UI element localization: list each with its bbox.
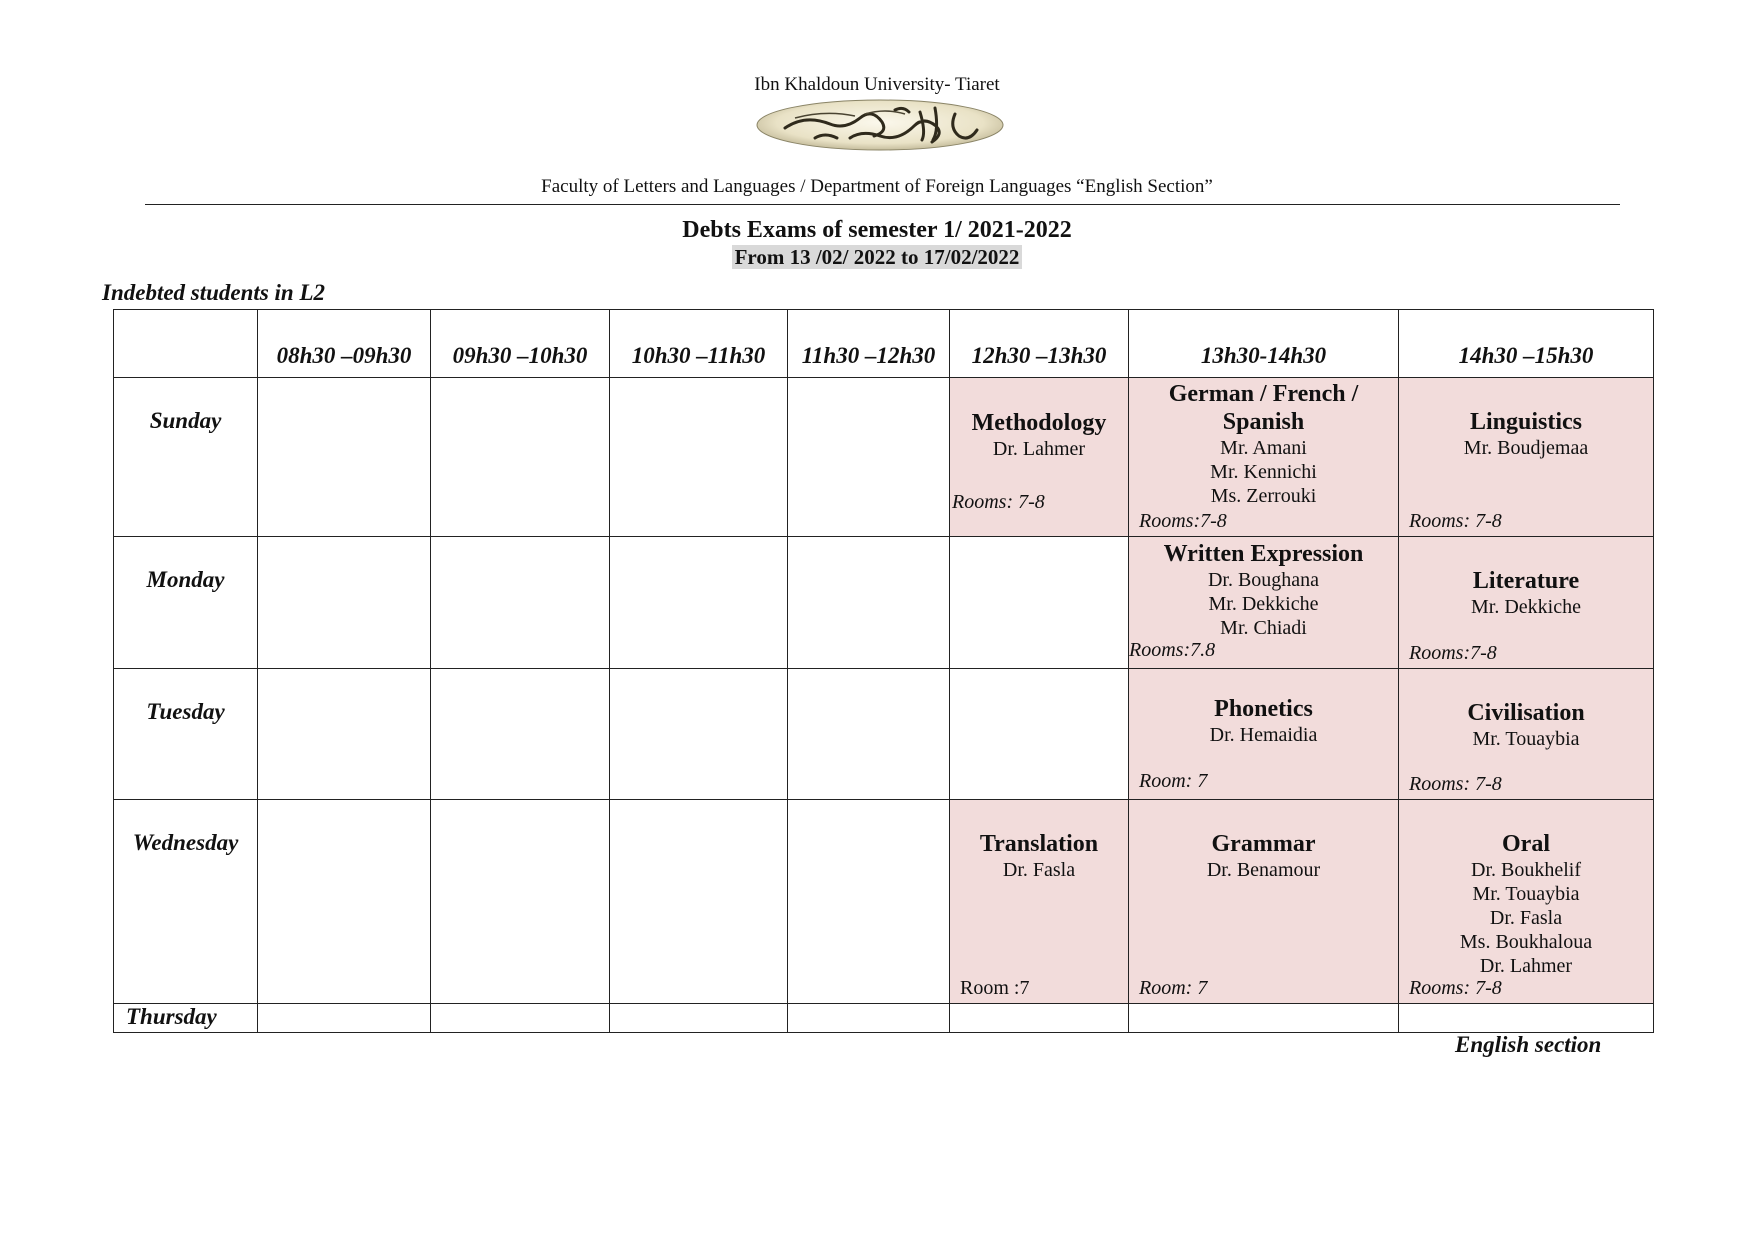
empty-cell	[431, 669, 610, 800]
time-slot-header: 12h30 –13h30	[950, 310, 1129, 378]
exam-room: Rooms: 7-8	[952, 491, 1045, 513]
exam-room: Room: 7	[1139, 977, 1208, 999]
exam-room: Rooms: 7-8	[1409, 977, 1502, 999]
exam-cell	[1399, 669, 1654, 800]
exam-room: Rooms:7-8	[1139, 510, 1227, 532]
exam-room: Rooms: 7-8	[1409, 510, 1502, 532]
university-name: Ibn Khaldoun University- Tiaret	[754, 74, 1000, 95]
empty-cell	[431, 800, 610, 1004]
empty-cell	[258, 1004, 431, 1033]
table-row	[114, 669, 1654, 800]
exam-teacher: Dr. Lahmer	[1479, 955, 1573, 977]
exam-schedule-table	[113, 309, 1654, 1033]
exam-room: Room :7	[960, 977, 1030, 999]
exam-teacher: Mr. Dekkiche	[1471, 596, 1581, 618]
exam-room: Rooms:7-8	[1409, 642, 1497, 664]
exam-subject: Methodology	[971, 410, 1107, 436]
faculty-department: Faculty of Letters and Languages / Department of Foreign Languages “English Section”	[541, 176, 1213, 197]
exam-teacher: Mr. Touaybia	[1472, 883, 1580, 905]
exam-teacher: Ms. Boukhaloua	[1459, 931, 1593, 953]
exam-cell	[1129, 537, 1399, 669]
footer-signature: English section	[1455, 1032, 1602, 1057]
exam-subject: Oral	[1502, 831, 1550, 857]
empty-cell	[1399, 1004, 1654, 1033]
exam-cell	[1399, 537, 1654, 669]
empty-cell	[950, 1004, 1129, 1033]
empty-cell	[431, 378, 610, 537]
empty-cell	[610, 669, 788, 800]
empty-cell	[1129, 1004, 1399, 1033]
time-slot-header: 08h30 –09h30	[258, 310, 431, 378]
time-slot-header: 14h30 –15h30	[1399, 310, 1654, 378]
empty-cell	[258, 800, 431, 1004]
exam-room: Rooms: 7-8	[1409, 773, 1502, 795]
exam-teacher: Mr. Kennichi	[1210, 461, 1317, 483]
exam-room: Rooms:7.8	[1129, 639, 1216, 661]
exam-teacher: Mr. Amani	[1220, 437, 1307, 459]
day-label: Wednesday	[114, 800, 258, 1004]
time-slot-header: 09h30 –10h30	[431, 310, 610, 378]
table-row	[114, 1004, 1654, 1033]
exam-room: Room: 7	[1139, 770, 1208, 792]
exam-teacher: Dr. Boughana	[1207, 569, 1320, 591]
empty-cell	[431, 537, 610, 669]
exam-teacher: Mr. Touaybia	[1472, 728, 1580, 750]
empty-cell	[788, 1004, 950, 1033]
empty-cell	[258, 669, 431, 800]
exam-cell	[950, 378, 1129, 537]
exam-subject: Written Expression	[1163, 541, 1364, 567]
exam-cell	[1129, 669, 1399, 800]
empty-cell	[788, 800, 950, 1004]
table-header-row	[114, 310, 1654, 378]
time-slot-header: 10h30 –11h30	[610, 310, 788, 378]
empty-cell	[610, 1004, 788, 1033]
time-slot-header: 13h30-14h30	[1129, 310, 1399, 378]
empty-cell	[610, 537, 788, 669]
exam-teacher: Dr. Fasla	[1489, 907, 1563, 929]
empty-cell	[610, 378, 788, 537]
day-label: Monday	[114, 537, 258, 669]
date-range-text: From 13 /02/ 2022 to 17/02/2022	[732, 245, 1023, 269]
exam-subject: Translation	[979, 831, 1099, 857]
day-label: Thursday	[114, 1004, 258, 1033]
exam-teacher: Dr. Boukhelif	[1471, 859, 1581, 881]
empty-cell	[431, 1004, 610, 1033]
exam-subject: Grammar	[1211, 831, 1316, 857]
corner-cell	[114, 310, 258, 378]
exam-cell	[1399, 800, 1654, 1004]
exam-teacher: Dr. Hemaidia	[1209, 724, 1318, 746]
date-range	[0, 245, 1754, 270]
exam-cell	[950, 800, 1129, 1004]
exam-subject: Civilisation	[1467, 700, 1585, 726]
empty-cell	[258, 378, 431, 537]
table-row	[114, 378, 1654, 537]
empty-cell	[950, 669, 1129, 800]
empty-cell	[788, 669, 950, 800]
exam-teacher: Mr. Dekkiche	[1208, 593, 1319, 615]
exam-teacher: Dr. Lahmer	[992, 438, 1086, 460]
exam-cell	[1129, 378, 1399, 537]
day-label: Tuesday	[114, 669, 258, 800]
exam-cell	[1129, 800, 1399, 1004]
exam-teacher: Mr. Chiadi	[1220, 617, 1307, 639]
empty-cell	[258, 537, 431, 669]
empty-cell	[610, 800, 788, 1004]
empty-cell	[788, 378, 950, 537]
exam-subject: Literature	[1472, 568, 1580, 594]
table-row	[114, 537, 1654, 669]
empty-cell	[950, 537, 1129, 669]
table-row	[114, 800, 1654, 1004]
university-calligraphy-logo-icon	[755, 98, 1005, 153]
header-divider	[145, 204, 1620, 205]
time-slot-header: 11h30 –12h30	[788, 310, 950, 378]
exam-cell	[1399, 378, 1654, 537]
empty-cell	[788, 537, 950, 669]
day-label: Sunday	[114, 378, 258, 537]
exam-subject: Phonetics	[1214, 696, 1313, 722]
section-label: Indebted students in L2	[102, 280, 326, 305]
exam-teacher: Ms. Zerrouki	[1210, 485, 1317, 507]
exam-teacher: Dr. Benamour	[1206, 859, 1321, 881]
exam-subject: Linguistics	[1469, 409, 1583, 435]
exam-teacher: Mr. Boudjemaa	[1463, 437, 1589, 459]
page-title: Debts Exams of semester 1/ 2021-2022	[682, 217, 1072, 243]
exam-teacher: Dr. Fasla	[1002, 859, 1076, 881]
exam-subject: German / French / Spanish	[1168, 381, 1359, 435]
